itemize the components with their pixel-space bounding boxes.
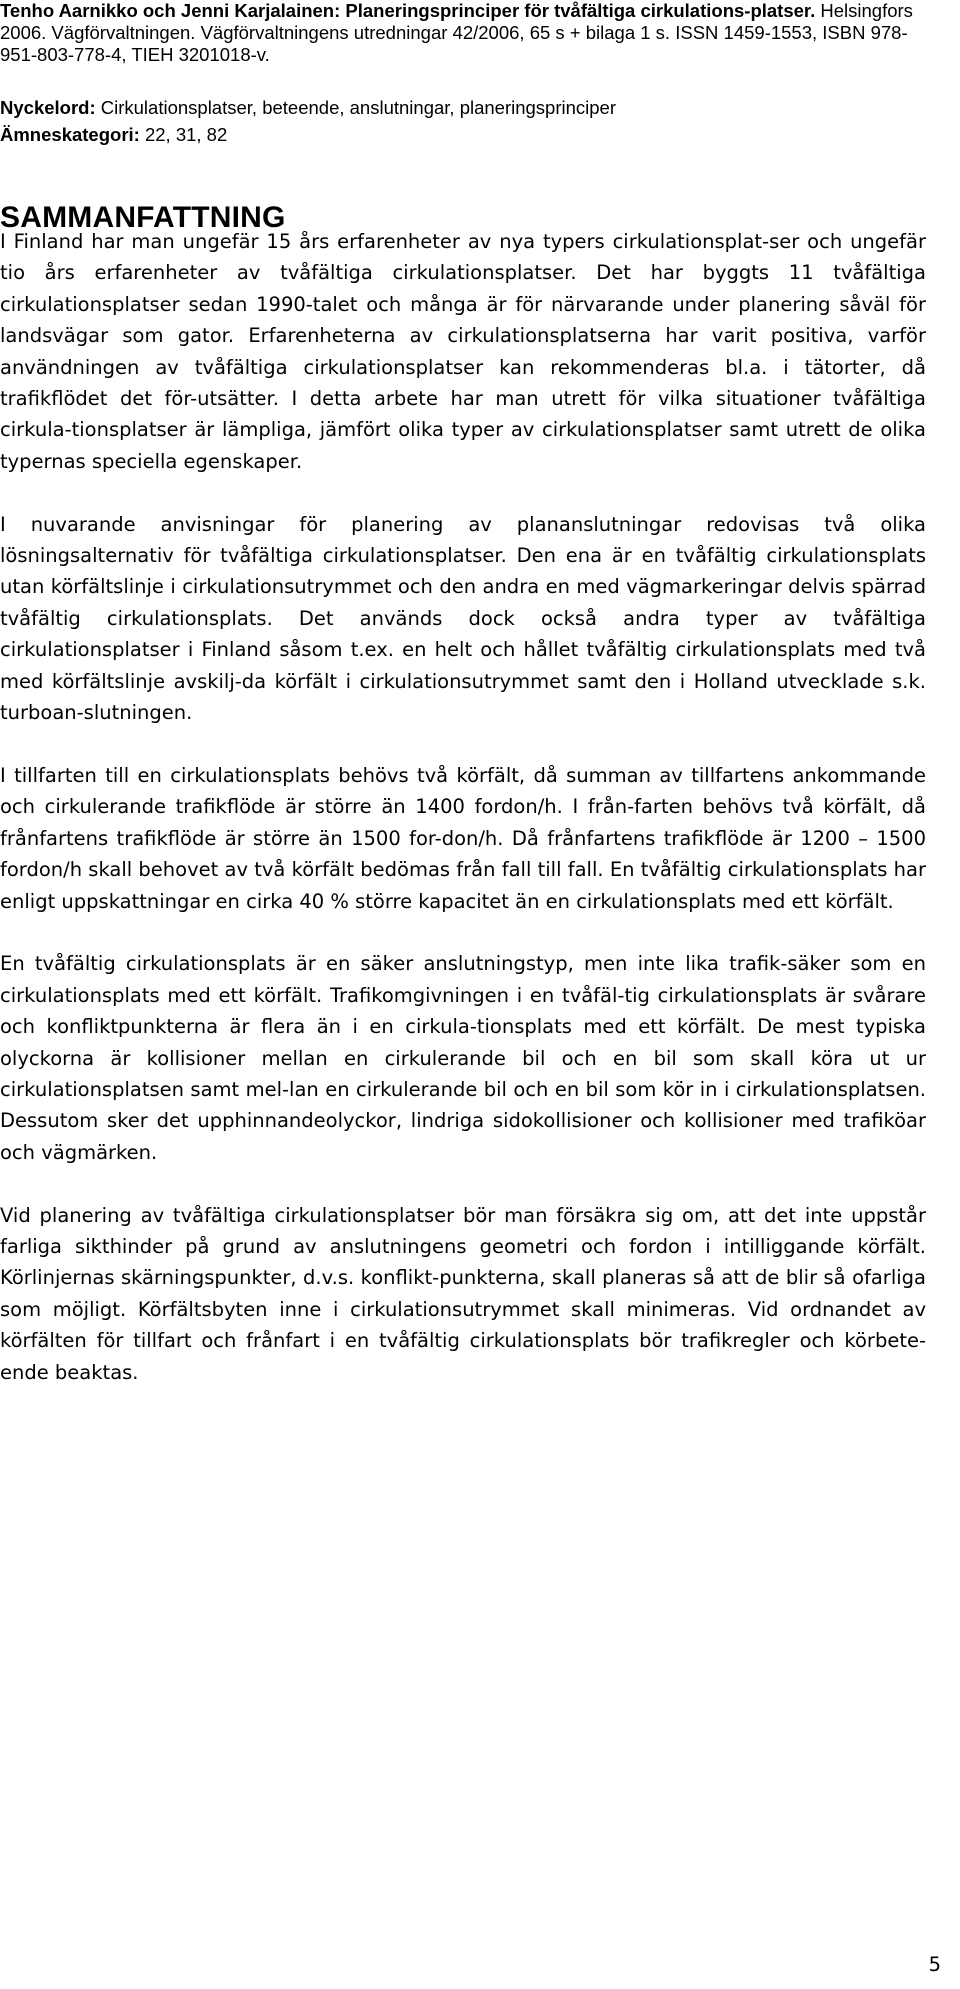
page-number: 5 [928,1953,941,1976]
subject-category-value: 22, 31, 82 [139,124,228,145]
keywords-line [0,94,940,121]
summary-paragraph: I Finland har man ungefär 15 års erfarenheter av nya typers cirkulationsplat-ser och ungefär tio års erfarenheter av tvåfältiga cirkulationsplatser. Det har byggts 11 tvåfältiga cirkulationsplatser sedan 1990-talet och många är för närvarande under planering såväl för landsvägar som gator. Erfarenheterna av cirkulationsplatserna har varit positiva, varför användningen av tvåfältiga cirkulationsplatser kan rekommenderas bl.a. i tätorter, då trafikflödet det för-utsätter. I detta arbete har man utrett för vilka situationer tvåfältiga cirkula-tionsplatser är lämpliga, jämfört olika typer av cirkulationsplatser samt utrett de olika typernas speciella egenskaper. [0,230,926,473]
summary-body [0,226,926,1419]
subject-category-line [0,121,940,148]
summary-paragraph: I nuvarande anvisningar för planering av plananslutningar redovisas två olika lösningsalternativ för tvåfältiga cirkulationsplatser. Den ena är en tvåfältig cirkulationsplats utan körfältslinje i cirkulationsutrymmet och den andra en med vägmarkeringar delvis spärrad tvåfältig cirkulationsplats. Det används dock också andra typer av tvåfältiga cirkulationsplatser i Finland såsom t.ex. en helt och hållet tvåfältig cirkulationsplats med två med körfältslinje avskilj-da körfält i cirkulationsutrymmet samt den i Holland utvecklade s.k. turboan-slutningen. [0,512,926,725]
citation-block [0,0,940,66]
citation-authors-title: Tenho Aarnikko och Jenni Karjalainen: Planeringsprinciper för tvåfältiga cirkulations-platser. [0,0,816,21]
subject-category-label: Ämneskategori: [0,124,140,145]
keywords-label: Nyckelord: [0,97,96,118]
citation-publication: Helsingfors 2006. Vägförvaltningen. Vägförvaltningens utredningar 42/2006, 65 s + bilaga 1 s. ISSN 1459-1553, ISBN 978-951-803-778-4, TIEH 3201018-v. [0,0,913,65]
keywords-value: Cirkulationsplatser, beteende, anslutningar, planeringsprinciper [95,97,617,118]
summary-paragraph: En tvåfältig cirkulationsplats är en säker anslutningstyp, men inte lika trafik-säker som en cirkulationsplats med ett körfält. Trafikomgivningen i en tvåfäl-tig cirkulationsplats är svårare och konfliktpunkterna är flera än i en cirkula-tionsplats med ett körfält. De mest typiska olyckorna är kollisioner mellan en cirkulerande bil och en bil som skall köra ut ur cirkulationsplatsen samt mel-lan en cirkulerande bil och en bil som kör in i cirkulationsplatsen. Dessutom sker det upphinnandeolyckor, lindriga sidokollisioner och kollisioner med trafiköar och vägmärken. [0,952,926,1164]
summary-paragraph: Vid planering av tvåfältiga cirkulationsplatser bör man försäkra sig om, att det inte uppstår farliga sikthinder på grund av anslutningens geometri och fordon i intilliggande körfält. Körlinjernas skärningspunkter, d.v.s. konflikt-punkterna, skall planeras så att de blir så ofarliga som möjligt. Körfältsbyten inne i cirkulationsutrymmet skall minimeras. Vid ordnandet av körfälten för tillfart och frånfart i en tvåfältig cirkulationsplats bör trafikregler och körbete-ende beaktas. [0,1203,926,1384]
keywords-block [0,94,940,148]
section-heading: SAMMANFATTNING [0,201,286,234]
summary-paragraph: I tillfarten till en cirkulationsplats behövs två körfält, då summan av tillfartens ankommande och cirkulerande trafikflöde är större än 1400 fordon/h. I från-farten behövs två körfält, då frånfartens trafikflöde är större än 1500 for-don/h. Då frånfartens trafikflöde är 1200 – 1500 fordon/h skall behovet av två körfält bedömas från fall till fall. En tvåfältig cirkulationsplats har enligt uppskattningar en cirka 40 % större kapacitet än en cirkulationsplats med ett körfält. [0,763,926,913]
